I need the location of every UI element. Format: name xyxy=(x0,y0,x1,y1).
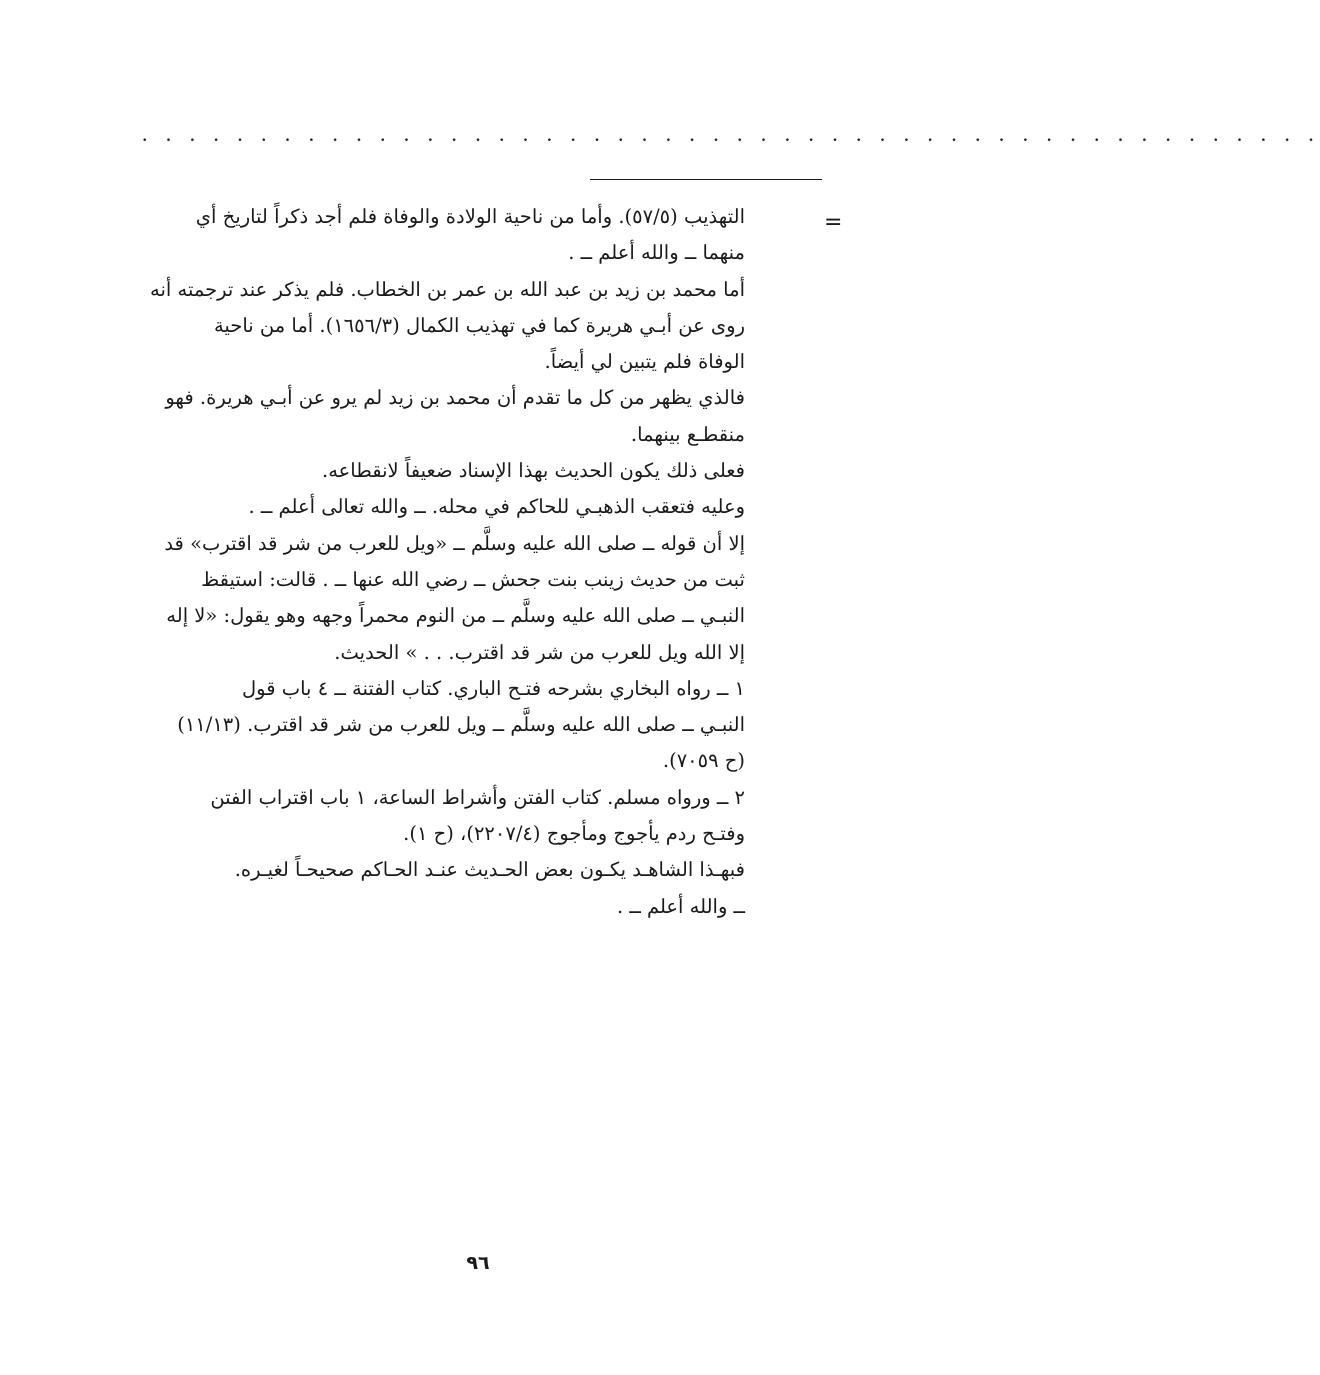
text-line: وفتـح ردم يأجوج ومأجوج (٢٢٠٧/٤)، (ح ١). xyxy=(403,822,745,846)
text-line: إلا أن قوله ــ صلى الله عليه وسلَّم ــ «ويل للعرب من شر قد اقترب» قد xyxy=(164,531,745,555)
text-line: (ح ٧٠٥٩). xyxy=(662,749,745,773)
text-line: النبـي ــ صلى الله عليه وسلَّم ــ ويل للعرب من شر قد اقترب. (١١/١٣) xyxy=(177,713,745,737)
footnote-rule xyxy=(590,179,822,180)
text-line: أما محمد بن زيد بن عبد الله بن عمر بن الخطاب. فلم يذكر عند ترجمته أنه xyxy=(150,277,745,301)
text-line: ثبت من حديث زينب بنت جحش ــ رضي الله عنها ــ . قالت: استيقظ xyxy=(201,567,745,591)
text-line: منقطـع بينهما. xyxy=(630,422,745,446)
text-line: منهما ــ والله أعلم ــ . xyxy=(568,241,745,265)
text-line: ٢ ــ ورواه مسلم. كتاب الفتن وأشراط الساعة، ١ باب اقتراب الفتن xyxy=(210,785,745,809)
text-line: فعلى ذلك يكون الحديث بهذا الإسناد ضعيفاً لانقطاعه. xyxy=(322,459,745,483)
text-line: وعليه فتعقب الذهبـي للحاكم في محله. ــ والله تعالى أعلم ــ . xyxy=(248,495,745,519)
text-line: روى عن أبـي هريرة كما في تهذيب الكمال (١٦٥٦/٣). أما من ناحية xyxy=(213,313,745,337)
text-line: الوفاة فلم يتبين لي أيضاً. xyxy=(544,350,745,374)
page-number: ٩٦ xyxy=(466,1252,490,1274)
continuation-mark: = xyxy=(824,210,843,235)
text-line: ١ ــ رواه البخاري بشرحه فتـح الباري. كتاب الفتنة ــ ٤ باب قول xyxy=(242,676,745,700)
text-line: فالذي يظهر من كل ما تقدم أن محمد بن زيد لم يرو عن أبـي هريرة. فهو xyxy=(165,386,745,410)
text-line: التهذيب (٥٧/٥). وأما من ناحية الولادة والوفاة فلم أجد ذكراً لتاريخ أي xyxy=(195,205,745,228)
text-line: ــ والله أعلم ــ . xyxy=(616,894,745,918)
text-line: فبهـذا الشاهـد يكـون بعض الحـديث عنـد الحـاكم صحيحـاً لغيـره. xyxy=(234,858,745,882)
dotted-separator: . . . . . . . . . . . . . . . . . . . . . . . . . . . . . . . . . . . . . . . . . . . . . . . . . . xyxy=(142,121,1320,146)
text-line: إلا الله ويل للعرب من شر قد اقترب. . . » الحديث. xyxy=(334,640,745,664)
body-text xyxy=(122,199,745,925)
text-line: النبـي ــ صلى الله عليه وسلَّم ــ من النوم محمراً وجهه وهو يقول: «لا إله xyxy=(166,604,745,628)
